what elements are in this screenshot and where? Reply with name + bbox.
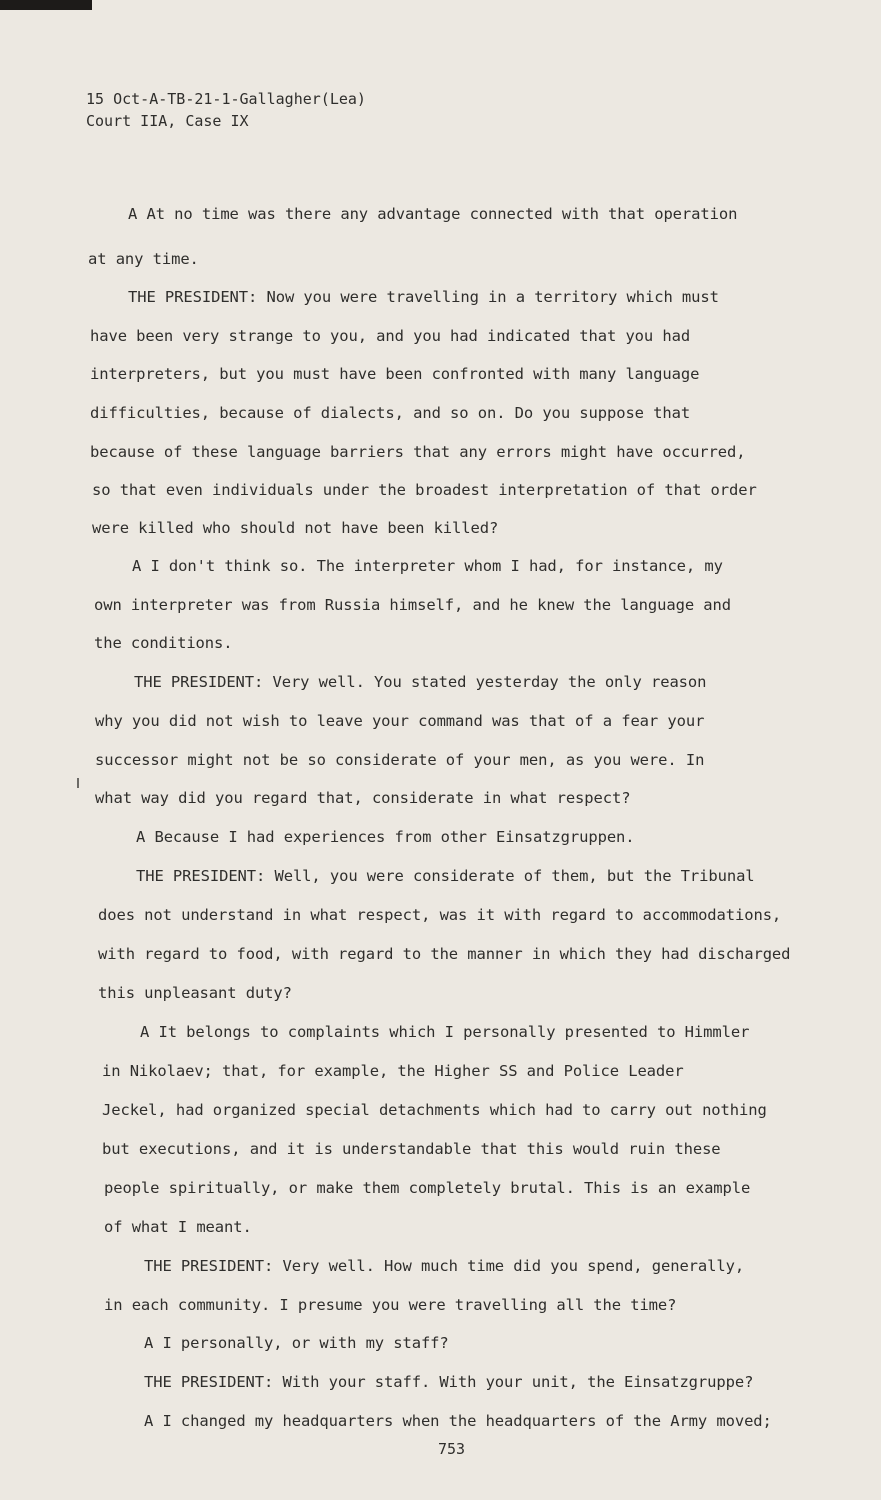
transcript-line: of what I meant. xyxy=(104,1218,252,1236)
transcript-line: THE PRESIDENT: Very well. You stated yesterday the only reason xyxy=(134,673,707,691)
transcript-line: but executions, and it is understandable that this would ruin these xyxy=(102,1140,721,1158)
transcript-line: THE PRESIDENT: Well, you were considerate of them, but the Tribunal xyxy=(136,867,755,885)
page-number: 753 xyxy=(438,1440,466,1458)
transcript-line: this unpleasant duty? xyxy=(98,984,292,1002)
document-header xyxy=(86,88,366,132)
transcript-line: at any time. xyxy=(88,250,199,268)
transcript-line: THE PRESIDENT: Now you were travelling in a territory which must xyxy=(128,288,719,306)
transcript-line: THE PRESIDENT: With your staff. With your unit, the Einsatzgruppe? xyxy=(144,1373,754,1391)
transcript-line: with regard to food, with regard to the manner in which they had discharged xyxy=(98,945,791,963)
transcript-line: what way did you regard that, considerate in what respect? xyxy=(95,789,631,807)
transcript-line: difficulties, because of dialects, and so on. Do you suppose that xyxy=(90,404,691,422)
transcript-line: successor might not be so considerate of your men, as you were. In xyxy=(95,751,705,769)
transcript-line: A I changed my headquarters when the headquarters of the Army moved; xyxy=(144,1412,772,1430)
transcript-line: people spiritually, or make them completely brutal. This is an example xyxy=(104,1179,751,1197)
transcript-line: in Nikolaev; that, for example, the Higher SS and Police Leader xyxy=(102,1062,684,1080)
transcript-line: why you did not wish to leave your command was that of a fear your xyxy=(95,712,705,730)
binding-tab xyxy=(0,0,92,10)
transcript-line: THE PRESIDENT: Very well. How much time did you spend, generally, xyxy=(144,1257,745,1275)
transcript-line: Jeckel, had organized special detachments which had to carry out nothing xyxy=(102,1101,767,1119)
transcript-line: A It belongs to complaints which I personally presented to Himmler xyxy=(140,1023,750,1041)
transcript-line: were killed who should not have been killed? xyxy=(92,519,499,537)
transcript-line: A I don't think so. The interpreter whom I had, for instance, my xyxy=(132,557,723,575)
header-court-case: Court IIA, Case IX xyxy=(86,112,249,130)
transcript-line: A Because I had experiences from other Einsatzgruppen. xyxy=(136,828,635,846)
transcript-line: A I personally, or with my staff? xyxy=(144,1334,449,1352)
margin-mark xyxy=(77,778,79,788)
transcript-line: A At no time was there any advantage connected with that operation xyxy=(128,205,738,223)
transcript-line: so that even individuals under the broadest interpretation of that order xyxy=(92,481,757,499)
transcript-line: have been very strange to you, and you had indicated that you had xyxy=(90,327,691,345)
transcript-line: own interpreter was from Russia himself, and he knew the language and xyxy=(94,596,731,614)
transcript-line: the conditions. xyxy=(94,634,233,652)
transcript-line: in each community. I presume you were travelling all the time? xyxy=(104,1296,677,1314)
transcript-line: because of these language barriers that any errors might have occurred, xyxy=(90,443,746,461)
transcript-line: does not understand in what respect, was it with regard to accommodations, xyxy=(98,906,782,924)
transcript-line: interpreters, but you must have been confronted with many language xyxy=(90,365,700,383)
header-reference: 15 Oct-A-TB-21-1-Gallagher(Lea) xyxy=(86,90,366,108)
